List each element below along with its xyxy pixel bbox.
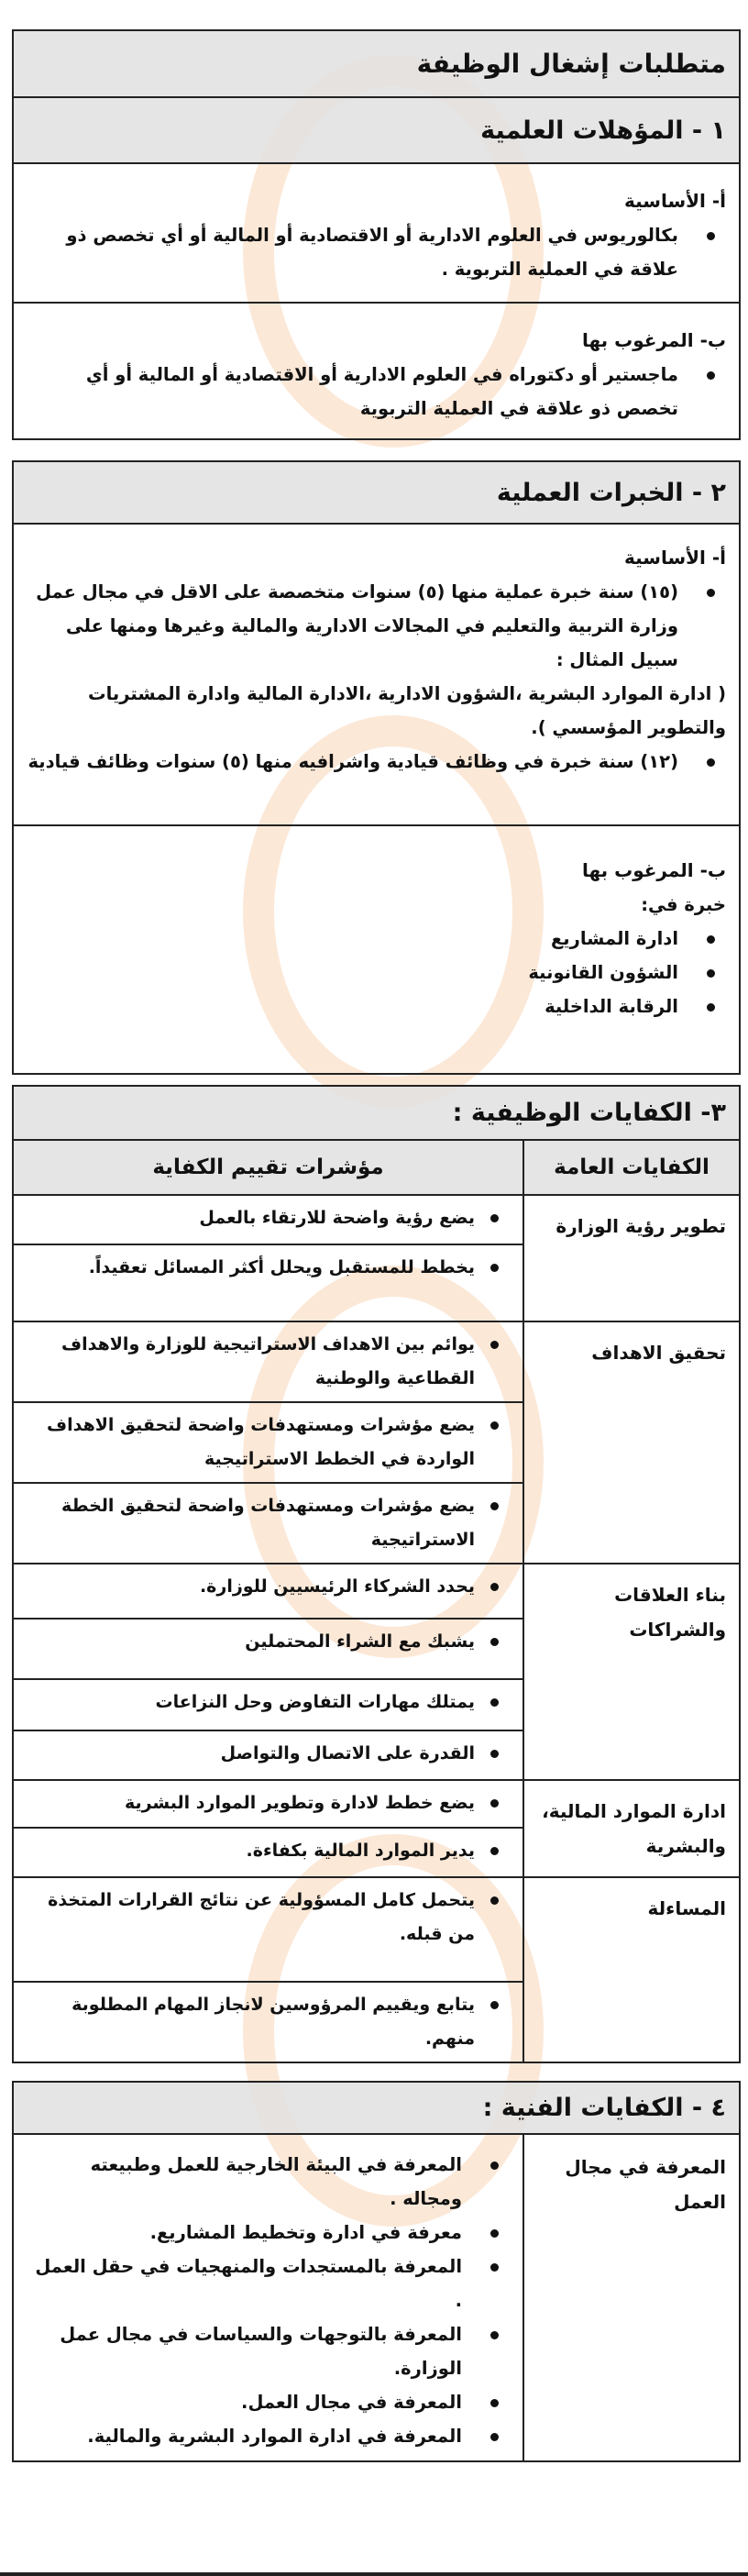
technical-indicators (14, 2135, 522, 2460)
list-item: الشؤون القانونية (27, 956, 678, 989)
col-indicators-header: مؤشرات تقييم الكفاية (152, 1155, 384, 1179)
qualifications-preferred (14, 302, 739, 433)
experience-box (12, 460, 741, 1075)
table-row (14, 1876, 739, 2062)
bottom-divider (0, 2572, 748, 2576)
examples-note: ( ادارة الموارد البشرية ،الشؤون الادارية ،الادارة المالية وادارة المشتريات والتطوير المؤسسي ). (88, 683, 726, 738)
table-row (14, 1563, 739, 1779)
experience-preferred (14, 824, 739, 1031)
general-competency: بناء العلاقات والشراكات (522, 1564, 739, 1779)
title-box (12, 29, 741, 440)
technical-box (12, 2081, 741, 2462)
table-row (14, 1196, 739, 1321)
list-item: ماجستير أو دكتوراه في العلوم الادارية أو الاقتصادية أو المالية أو أي تخصص ذو علاقة في العملية التربوية (27, 358, 678, 426)
functional-box (12, 1085, 741, 2063)
competency-table (14, 1196, 739, 2062)
list-item: ادارة المشاريع (27, 922, 678, 956)
indicator: يمتلك مهارات التفاوض وحل النزاعات (14, 1678, 522, 1730)
qualifications-heading: ١ - المؤهلات العلمية (14, 98, 739, 164)
indicator: يتابع ويقييم المرؤوسين لانجاز المهام المطلوبة منهم. (14, 1981, 522, 2062)
list-item: بكالوريوس في العلوم الادارية أو الاقتصادية أو المالية أو أي تخصص ذو علاقة في العملية التربوية . (27, 218, 678, 286)
list-item: (١٥) سنة خبرة عملية منها (٥) سنوات متخصصة على الاقل في مجال عمل وزارة التربية والتعليم في المجالات الادارية والمالية وغيرها ومنها على سبيل المثال : (27, 575, 678, 677)
general-competency: المساءلة (522, 1878, 739, 2062)
col-general-header: الكفايات العامة (522, 1141, 739, 1194)
list-item: المعرفة في البيئة الخارجية للعمل وطبيعته ومجاله . (27, 2148, 462, 2216)
general-competency: ادارة الموارد المالية، والبشرية (522, 1781, 739, 1876)
general-competency: تحقيق الاهداف (522, 1322, 739, 1563)
functional-heading: ٣- الكفايات الوظيفية : (14, 1087, 739, 1141)
indicator: يوائم بين الاهداف الاستراتيجية للوزارة والاهداف القطاعية والوطنية (14, 1322, 522, 1401)
indicator: يتحمل كامل المسؤولية عن نتائج القرارات المتخذة من قبله. (14, 1878, 522, 1981)
indicator: يضع خطط لادارة وتطوير الموارد البشرية (14, 1781, 522, 1827)
list-item: المعرفة بالتوجهات والسياسات في مجال عمل الوزارة. (27, 2317, 462, 2385)
general-competency: المعرفة في مجال العمل (522, 2135, 739, 2460)
table-row (14, 1321, 739, 1563)
experience-heading: ٢ - الخبرات العملية (14, 462, 739, 525)
preferred-label: ب- المرغوب بها (581, 329, 726, 351)
indicator: يدير الموارد المالية بكفاءة. (14, 1827, 522, 1876)
list-item: معرفة في ادارة وتخطيط المشاريع. (27, 2216, 462, 2250)
indicator: يحدد الشركاء الرئيسيين للوزارة. (14, 1564, 522, 1618)
table-row (14, 2135, 739, 2460)
list-item: الرقابة الداخلية (27, 989, 678, 1023)
table-row (14, 1779, 739, 1876)
preferred-label: ب- المرغوب بها (581, 859, 726, 881)
general-competency: تطوير رؤية الوزارة (522, 1196, 739, 1321)
qualifications-basic (14, 164, 739, 302)
table-header (14, 1141, 739, 1196)
technical-heading: ٤ - الكفايات الفنية : (14, 2083, 739, 2135)
indicator: يشبك مع الشراء المحتملين (14, 1618, 522, 1678)
list-item: (١٢) سنة خبرة في وظائف قيادية واشرافيه منها (٥) سنوات وظائف قيادية (27, 745, 678, 779)
indicator: يضع مؤشرات ومستهدفات واضحة لتحقيق الاهداف الواردة في الخطط الاستراتيجية (14, 1401, 522, 1482)
indicator: يخطط للمستقبل ويحلل أكثر المسائل تعقيداً. (14, 1244, 522, 1321)
list-item: المعرفة في مجال العمل. (27, 2385, 462, 2419)
experience-intro: خبرة في: (641, 894, 726, 915)
basic-label: أ- الأساسية (623, 190, 726, 212)
indicator: يضع مؤشرات ومستهدفات واضحة لتحقيق الخطة الاستراتيجية (14, 1482, 522, 1563)
indicator: يضع رؤية واضحة للارتقاء بالعمل (14, 1196, 522, 1244)
list-item: المعرفة في ادارة الموارد البشرية والمالية. (27, 2419, 462, 2453)
experience-basic (14, 525, 739, 824)
basic-label: أ- الأساسية (623, 547, 726, 569)
page-title: متطلبات إشغال الوظيفة (14, 31, 739, 98)
indicator: القدرة على الاتصال والتواصل (14, 1730, 522, 1779)
list-item: المعرفة بالمستجدات والمنهجيات في حقل العمل . (27, 2250, 462, 2317)
